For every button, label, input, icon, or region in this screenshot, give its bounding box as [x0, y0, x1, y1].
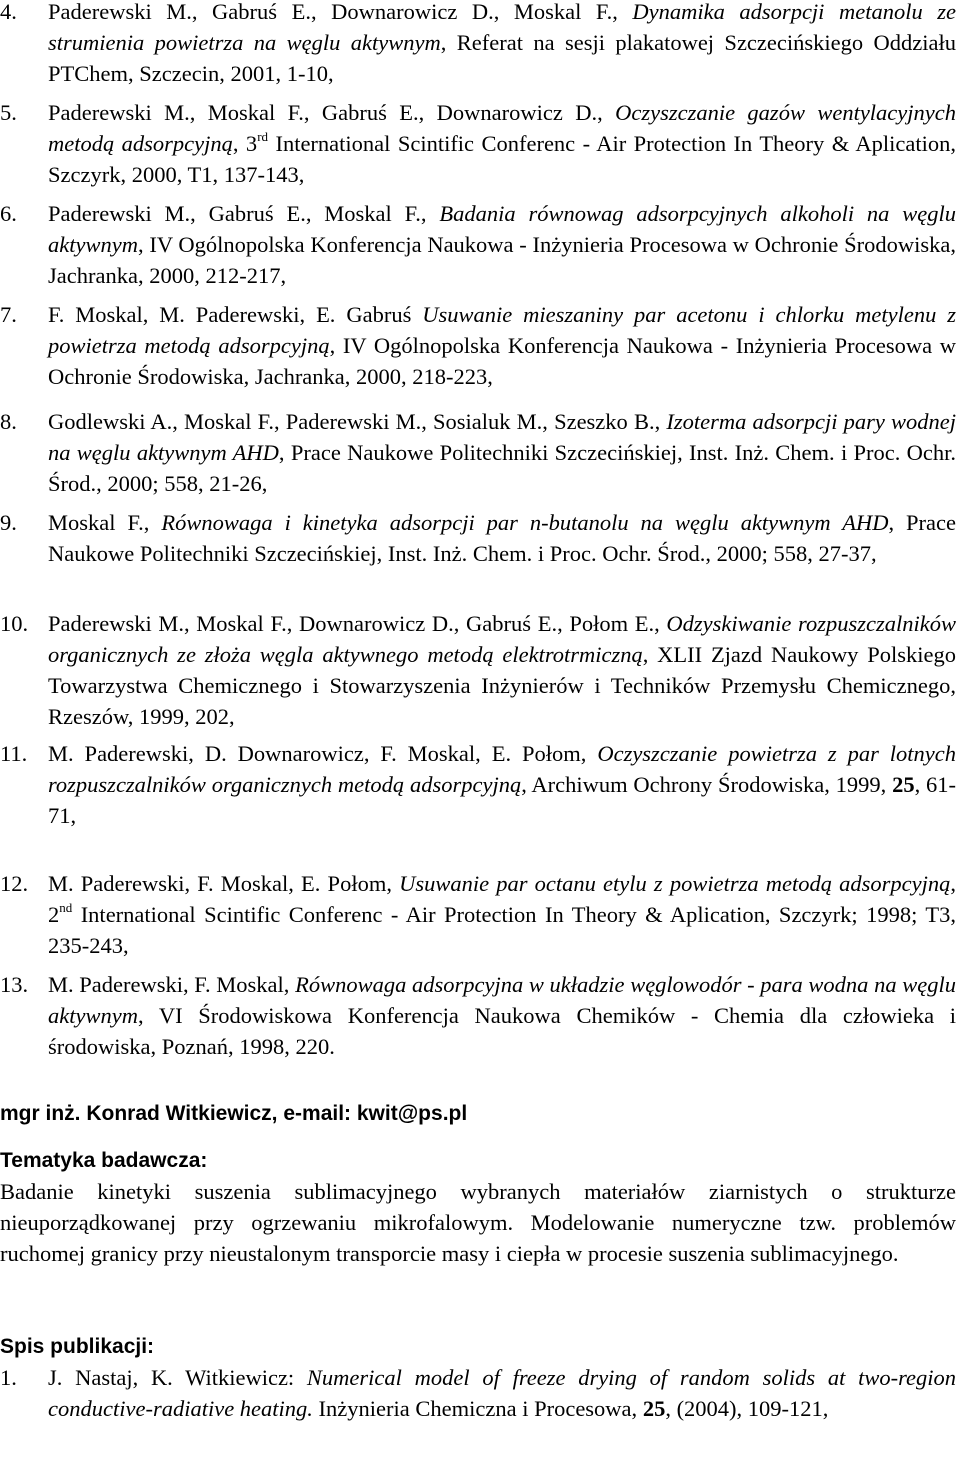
reference-item — [0, 507, 956, 569]
reference-number: 5. — [0, 100, 17, 125]
reference-text: Moskal F., — [48, 510, 162, 535]
reference-number: 1. — [0, 1365, 17, 1390]
reference-title: Badania równowag adsorpcyjnych alkoholi na węglu aktywnym — [48, 201, 956, 257]
reference-item — [0, 738, 956, 831]
reference-number: 13. — [0, 972, 29, 997]
reference-text: International Scintific Conferenc - Air Protection In Theory & Aplication, Szczyrk; 1998; T3, 235-243, — [48, 902, 956, 958]
reference-text: , 61-71, — [48, 772, 956, 828]
person-header: mgr inż. Konrad Witkiewicz, e-mail: kwit@ps.pl — [0, 1102, 468, 1125]
reference-number: 6. — [0, 201, 17, 226]
reference-number: 4. — [0, 0, 17, 24]
reference-text: 25 — [892, 772, 915, 797]
reference-text: Paderewski M., Gabruś E., Downarowicz D., Moskal F., — [48, 0, 633, 24]
reference-text: Paderewski M., Moskal F., Downarowicz D., Gabruś E., Połom E., — [48, 611, 667, 636]
reference-title: Równowaga adsorpcyjna w układzie węglowodór - para wodna na węglu aktywnym — [48, 972, 956, 1028]
topics-paragraph: Badanie kinetyki suszenia sublimacyjnego wybranych materiałów ziarnistych o strukturze nieuporządkowanej przy ogrzewaniu mikrofalowym. Modelowanie numeryczne tzw. problemów ruchomej granicy przy nieustalonym transporcie masy i ciepła w procesie suszenia sublimacyjnego. — [0, 1179, 956, 1266]
reference-text: M. Paderewski, F. Moskal, — [48, 972, 296, 997]
reference-text: , IV Ogólnopolska Konferencja Naukowa - Inżynieria Procesowa w Ochronie Środowiska, Jachranka, 2000, 212-217, — [48, 232, 956, 288]
reference-number: 12. — [0, 871, 29, 896]
reference-title: Izoterma adsorpcji pary wodnej na węglu aktywnym AHD — [48, 409, 956, 465]
reference-title: Numerical model of freeze drying of random solids at two-region conductive-radiative heating. — [48, 1365, 956, 1421]
reference-text: , Prace Naukowe Politechniki Szczecińskiej, Inst. Inż. Chem. i Proc. Ochr. Środ., 2000; 558, 27-37, — [48, 510, 956, 566]
reference-text: , Prace Naukowe Politechniki Szczecińskiej, Inst. Inż. Chem. i Proc. Ochr. Środ., 2000; 558, 21-26, — [48, 440, 956, 496]
reference-text: , XLII Zjazd Naukowy Polskiego Towarzystwa Chemicznego i Stowarzyszenia Inżynierów i Techników Przemysłu Chemicznego, Rzeszów, 1999, 202, — [48, 642, 956, 729]
reference-item — [0, 406, 956, 499]
reference-title: Odzyskiwanie rozpuszczalników organicznych ze złoża węgla aktywnego metodą elektrotrmiczną — [48, 611, 956, 667]
publications-heading: Spis publikacji: — [0, 1335, 155, 1358]
reference-text: F. Moskal, M. Paderewski, E. Gabruś — [48, 302, 423, 327]
reference-text: M. Paderewski, D. Downarowicz, F. Moskal, E. Połom, — [48, 741, 598, 766]
reference-text: 25 — [642, 1396, 666, 1421]
reference-item — [0, 608, 956, 732]
reference-item — [0, 1362, 956, 1424]
reference-item — [0, 299, 956, 392]
reference-text: , VI Środowiskowa Konferencja Naukowa Chemików - Chemia dla człowieka i środowiska, Poznań, 1998, 220. — [48, 1003, 956, 1059]
reference-title: Dynamika adsorpcji metanolu ze strumienia powietrza na węglu aktywnym — [48, 0, 956, 55]
reference-item — [0, 97, 956, 190]
reference-number: 7. — [0, 302, 17, 327]
reference-title: Oczyszczanie gazów wentylacyjnych metodą adsorpcyjną — [48, 100, 956, 156]
reference-number: 11. — [0, 741, 28, 766]
reference-item — [0, 868, 956, 961]
reference-text: Paderewski M., Moskal F., Gabruś E., Downarowicz D., — [48, 100, 616, 125]
reference-number: 8. — [0, 409, 17, 434]
reference-item — [0, 969, 956, 1062]
reference-number: 10. — [0, 611, 29, 636]
reference-text: International Scintific Conferenc - Air Protection In Theory & Aplication, Szczyrk, 2000, T1, 137-143, — [48, 131, 956, 187]
reference-text: , Archiwum Ochrony Środowiska, 1999, — [521, 772, 893, 797]
reference-title: Równowaga i kinetyka adsorpcji par n-butanolu na węglu aktywnym AHD — [161, 510, 889, 535]
reference-title: Usuwanie mieszaniny par acetonu i chlorku metylenu z powietrza metodą adsorpcyjną — [48, 302, 956, 358]
reference-item — [0, 198, 956, 291]
reference-text: , (2004), 109-121, — [665, 1396, 829, 1421]
reference-text: , 3 — [232, 131, 258, 156]
reference-title: Oczyszczanie powietrza z par lotnych rozpuszczalników organicznych metodą adsorpcyjną — [48, 741, 957, 797]
reference-title: Usuwanie par octanu etylu z powietrza metodą adsorpcyjną — [399, 871, 951, 896]
ordinal-suffix: rd — [257, 128, 269, 144]
reference-number: 9. — [0, 510, 17, 535]
reference-text: Godlewski A., Moskal F., Paderewski M., Sosialuk M., Szeszko B., — [48, 409, 667, 434]
reference-text: J. Nastaj, K. Witkiewicz: — [48, 1365, 307, 1390]
reference-text: , 2 — [48, 871, 956, 927]
reference-text: , IV Ogólnopolska Konferencja Naukowa - Inżynieria Procesowa w Ochronie Środowiska, Jachranka, 2000, 218-223, — [48, 333, 956, 389]
reference-item — [0, 0, 956, 89]
topics-heading: Tematyka badawcza: — [0, 1149, 208, 1172]
reference-text: M. Paderewski, F. Moskal, E. Połom, — [48, 871, 400, 896]
reference-text: Paderewski M., Gabruś E., Moskal F., — [48, 201, 440, 226]
ordinal-suffix: nd — [59, 899, 73, 915]
reference-text: Inżynieria Chemiczna i Procesowa, — [312, 1396, 643, 1421]
reference-text: , Referat na sesji plakatowej Szczecińskiego Oddziału PTChem, Szczecin, 2001, 1-10, — [48, 30, 956, 86]
